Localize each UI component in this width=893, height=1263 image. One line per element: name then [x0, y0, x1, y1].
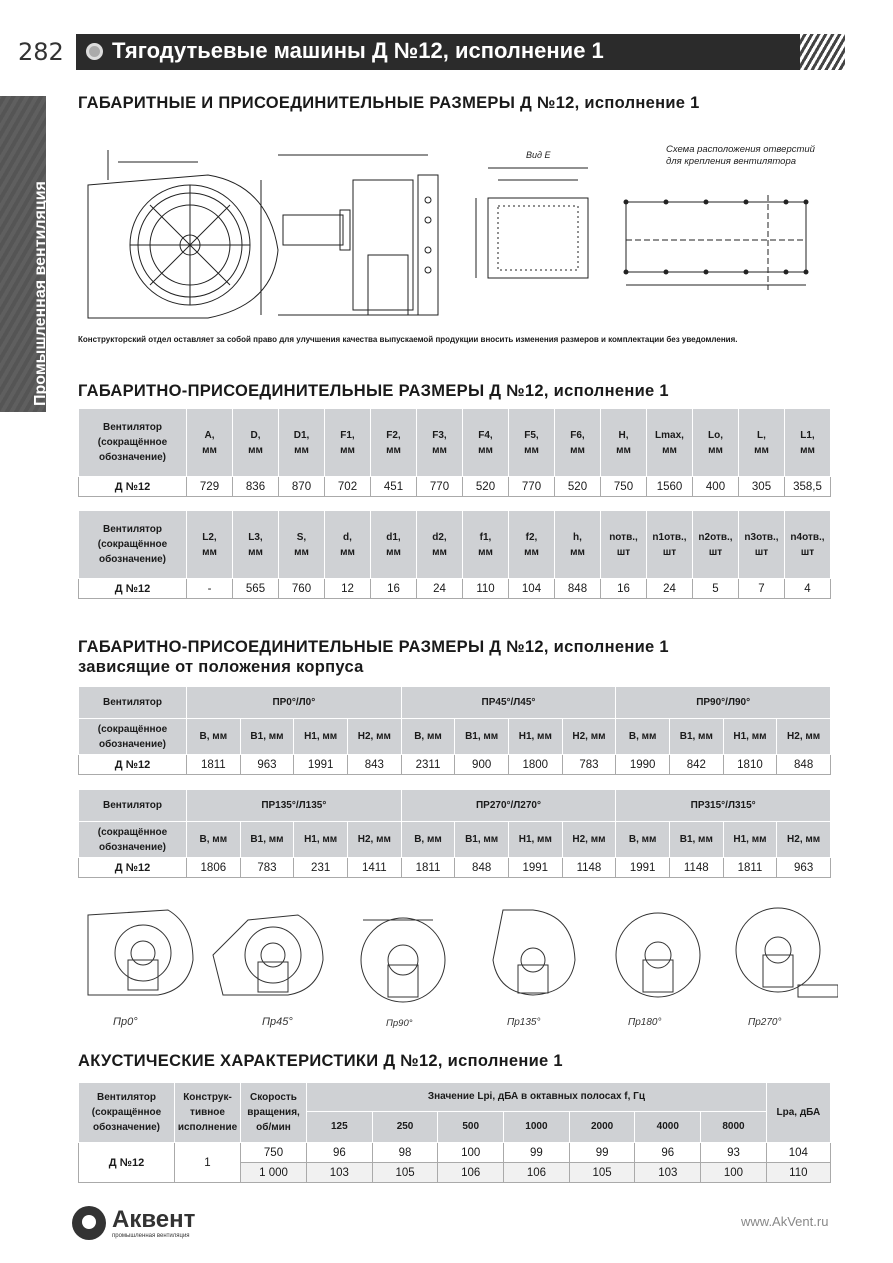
col-header-name: F5, [524, 429, 539, 441]
page-number: 282 [18, 38, 64, 66]
table-cell: 93 [701, 1143, 767, 1163]
col-header-unit: шт [616, 546, 631, 558]
table-cell: 760 [279, 579, 325, 599]
col-header [463, 511, 509, 579]
freq-header: 125 [307, 1111, 373, 1142]
col-header-name: F6, [570, 429, 585, 441]
col-header-name: h, [573, 531, 582, 543]
col-header-name: nотв., [609, 531, 638, 543]
section3-subtitle: зависящие от положения корпуса [78, 658, 364, 676]
col-header-unit: мм [248, 444, 263, 456]
col-header-unit: мм [524, 546, 539, 558]
col-header [693, 511, 739, 579]
sub-header: Н2, мм [562, 822, 616, 858]
speed-cell: 1 000 [241, 1163, 307, 1183]
col-fan: Вентилятор (сокращённое обозначение) [79, 1083, 175, 1143]
col-header-unit: мм [386, 546, 401, 558]
company-logo [72, 1206, 202, 1242]
sub-header: В1, мм [455, 719, 509, 755]
fan-label-header: Вентилятор (сокращённое обозначение) [79, 409, 187, 477]
table-cell: 98 [372, 1143, 438, 1163]
col-header-name: L3, [248, 531, 263, 543]
col-header-name: d, [343, 531, 352, 543]
table-cell: 12 [325, 579, 371, 599]
col-header-name: F3, [432, 429, 447, 441]
sub-header: В1, мм [240, 822, 294, 858]
col-header [417, 409, 463, 477]
col-header [325, 409, 371, 477]
side-tab-label: Промышленная вентиляция [32, 181, 49, 406]
table-cell: 750 [601, 477, 647, 497]
position-group-header: ПР315°/Л315° [616, 790, 831, 822]
table-cell: 231 [294, 858, 348, 878]
col-header-name: H, [618, 429, 629, 441]
acoustic-table [78, 1082, 831, 1183]
dimension-drawings [78, 140, 848, 325]
sub-header: Н1, мм [294, 822, 348, 858]
freq-header: 4000 [635, 1111, 701, 1142]
position-group-header: ПР270°/Л270° [401, 790, 616, 822]
logo-text: Аквент [112, 1206, 196, 1233]
table-cell: 99 [569, 1143, 635, 1163]
col-header [601, 409, 647, 477]
col-header-name: n3отв., [744, 531, 779, 543]
table-cell: 358,5 [785, 477, 831, 497]
scheme-caption-2: для крепления вентилятора [666, 156, 797, 167]
table-cell: 783 [562, 755, 616, 775]
fan-label-header-1: Вентилятор [79, 790, 187, 822]
col-header-name: F2, [386, 429, 401, 441]
position-group-header: ПР90°/Л90° [616, 687, 831, 719]
freq-header: 2000 [569, 1111, 635, 1142]
col-header-name: F1, [340, 429, 355, 441]
col-header [371, 511, 417, 579]
section2-title: ГАБАРИТНО-ПРИСОЕДИНИТЕЛЬНЫЕ РАЗМЕРЫ Д №12, исполнение 1 [78, 382, 669, 400]
table-cell: 103 [635, 1163, 701, 1183]
col-header-name: D, [250, 429, 261, 441]
sub-header: Н1, мм [294, 719, 348, 755]
col-header-name: n2отв., [698, 531, 733, 543]
table-cell: 1990 [616, 755, 670, 775]
col-header [509, 409, 555, 477]
col-header-unit: мм [478, 444, 493, 456]
sub-header: Н2, мм [562, 719, 616, 755]
col-header-unit: мм [570, 444, 585, 456]
position-caption-270: Пр270° [748, 1017, 782, 1028]
table-cell: 24 [417, 579, 463, 599]
col-header-unit: мм [754, 444, 769, 456]
row-label: Д №12 [79, 579, 187, 599]
lpa-cell: 104 [766, 1143, 830, 1163]
table-cell: 1811 [401, 858, 455, 878]
col-header-unit: мм [340, 444, 355, 456]
side-tab [0, 96, 49, 412]
col-header-name: A, [204, 429, 215, 441]
table-cell: 106 [438, 1163, 504, 1183]
table-cell: 2311 [401, 755, 455, 775]
col-design: Конструк-тивное исполнение [175, 1083, 241, 1143]
section3-title: ГАБАРИТНО-ПРИСОЕДИНИТЕЛЬНЫЕ РАЗМЕРЫ Д №12, исполнение 1 [78, 638, 669, 656]
col-header-name: n1отв., [652, 531, 687, 543]
view-label: Вид Е [526, 150, 551, 160]
col-lpa: Lpa, дБА [766, 1083, 830, 1143]
position-caption-180: Пр180° [628, 1017, 662, 1028]
col-header-name: f2, [525, 531, 538, 543]
table-cell: 1560 [647, 477, 693, 497]
dims-table-2 [78, 510, 831, 599]
table-cell: 1991 [294, 755, 348, 775]
sub-header: В, мм [187, 719, 241, 755]
col-header-name: D1, [293, 429, 310, 441]
table-cell: 96 [307, 1143, 373, 1163]
sub-header: В, мм [401, 719, 455, 755]
position-caption-0: Пр0° [113, 1016, 138, 1028]
col-header-unit: мм [524, 444, 539, 456]
website-url: www.AkVent.ru [741, 1214, 829, 1229]
table-cell: 1810 [723, 755, 777, 775]
col-header [739, 409, 785, 477]
freq-header: 500 [438, 1111, 504, 1142]
design-cell: 1 [175, 1143, 241, 1183]
col-header-name: d2, [432, 531, 447, 543]
table-cell: 520 [555, 477, 601, 497]
col-header-name: d1, [386, 531, 401, 543]
col-header-unit: мм [294, 546, 309, 558]
row-label: Д №12 [79, 477, 187, 497]
table-cell: 24 [647, 579, 693, 599]
col-header-unit: шт [800, 546, 815, 558]
col-band: Значение Lpi, дБА в октавных полосах f, Гц [307, 1083, 767, 1112]
col-header [233, 409, 279, 477]
col-header [693, 409, 739, 477]
sub-header: Н1, мм [723, 719, 777, 755]
col-header [187, 511, 233, 579]
col-header-unit: мм [662, 444, 677, 456]
table-cell: - [187, 579, 233, 599]
sub-header: В1, мм [455, 822, 509, 858]
col-header [785, 409, 831, 477]
col-header-unit: мм [432, 444, 447, 456]
col-header [417, 511, 463, 579]
position-table-2-groups [79, 790, 831, 822]
col-header-unit: шт [754, 546, 769, 558]
table-cell: 16 [371, 579, 417, 599]
speed-cell: 750 [241, 1143, 307, 1163]
section1-title: ГАБАРИТНЫЕ И ПРИСОЕДИНИТЕЛЬНЫЕ РАЗМЕРЫ Д №12, исполнение 1 [78, 94, 700, 112]
col-header-unit: мм [570, 546, 585, 558]
position-caption-90: Пр90° [386, 1018, 413, 1029]
table-row [79, 579, 831, 599]
position-drawings [78, 905, 838, 1030]
position-table-1-subheaders [79, 719, 831, 755]
sub-header: Н2, мм [777, 719, 831, 755]
page-title: Тягодутьевые машины Д №12, исполнение 1 [112, 38, 604, 63]
fan-label-header-2: (сокращённое обозначение) [79, 822, 187, 858]
table-row [79, 858, 831, 878]
table-cell: 870 [279, 477, 325, 497]
col-header-unit: мм [432, 546, 447, 558]
table-cell: 5 [693, 579, 739, 599]
position-group-header: ПР0°/Л0° [187, 687, 402, 719]
table-cell: 110 [463, 579, 509, 599]
row-label: Д №12 [79, 858, 187, 878]
col-header-name: S, [296, 531, 307, 543]
col-speed: Скорость вращения, об/мин [241, 1083, 307, 1143]
scheme-caption-1: Схема расположения отверстий [666, 144, 815, 155]
col-header [279, 409, 325, 477]
table-cell: 843 [347, 755, 401, 775]
sub-header: Н1, мм [508, 822, 562, 858]
table-cell: 4 [785, 579, 831, 599]
position-caption-135: Пр135° [507, 1017, 541, 1028]
position-table-1 [78, 686, 831, 775]
table-cell: 770 [417, 477, 463, 497]
col-header-unit: шт [708, 546, 723, 558]
table-cell: 848 [777, 755, 831, 775]
table-cell: 520 [463, 477, 509, 497]
col-header [463, 409, 509, 477]
col-header-name: L, [757, 429, 766, 441]
col-header-name: L1, [800, 429, 815, 441]
table-cell: 1411 [347, 858, 401, 878]
sub-header: В1, мм [240, 719, 294, 755]
sub-header: Н1, мм [723, 822, 777, 858]
sub-header: В, мм [616, 822, 670, 858]
col-header-unit: мм [340, 546, 355, 558]
page-header [0, 34, 893, 70]
table-cell: 105 [372, 1163, 438, 1183]
gear-icon [86, 43, 103, 60]
position-caption-45: Пр45° [262, 1016, 293, 1028]
table-cell: 836 [233, 477, 279, 497]
position-group-header: ПР135°/Л135° [187, 790, 402, 822]
table-cell: 100 [701, 1163, 767, 1183]
position-table-1-groups [79, 687, 831, 719]
col-header [509, 511, 555, 579]
sub-header: В, мм [187, 822, 241, 858]
col-header-unit: мм [202, 444, 217, 456]
table-cell: 104 [509, 579, 555, 599]
col-header [647, 409, 693, 477]
col-header [233, 511, 279, 579]
table-cell: 451 [371, 477, 417, 497]
header-stripes [800, 34, 845, 70]
col-header-name: n4отв., [790, 531, 825, 543]
sub-header: В, мм [616, 719, 670, 755]
dims-table-1-header [79, 409, 831, 477]
table-row [79, 477, 831, 497]
freq-header: 250 [372, 1111, 438, 1142]
disclaimer-note: Конструкторский отдел оставляет за собой право для улучшения качества выпускаемой продукции вносить изменения размеров и комплектации без уведомления. [78, 335, 738, 344]
table-cell: 1811 [187, 755, 241, 775]
sub-header: В, мм [401, 822, 455, 858]
table-cell: 848 [555, 579, 601, 599]
sub-header: Н2, мм [347, 822, 401, 858]
position-table-2-subheaders [79, 822, 831, 858]
col-header [601, 511, 647, 579]
sub-header: Н2, мм [777, 822, 831, 858]
table-cell: 96 [635, 1143, 701, 1163]
col-header-unit: мм [294, 444, 309, 456]
col-header-unit: мм [202, 546, 217, 558]
table-cell: 900 [455, 755, 509, 775]
sub-header: Н1, мм [508, 719, 562, 755]
row-label: Д №12 [79, 755, 187, 775]
col-header-unit: шт [662, 546, 677, 558]
table-cell: 99 [504, 1143, 570, 1163]
fan-label-header-1: Вентилятор [79, 687, 187, 719]
table-cell: 783 [240, 858, 294, 878]
col-header-name: L2, [202, 531, 217, 543]
row-label: Д №12 [79, 1143, 175, 1183]
table-cell: 1991 [508, 858, 562, 878]
col-header-name: F4, [478, 429, 493, 441]
table-cell: 842 [669, 755, 723, 775]
logo-subtitle: промышленная вентиляция [112, 1233, 190, 1239]
table-cell: 305 [739, 477, 785, 497]
sub-header: В1, мм [669, 822, 723, 858]
table-cell: 1148 [669, 858, 723, 878]
logo-mark-icon [72, 1206, 106, 1240]
position-group-header: ПР45°/Л45° [401, 687, 616, 719]
table-cell: 963 [777, 858, 831, 878]
col-header [325, 511, 371, 579]
col-header-name: f1, [479, 531, 492, 543]
lpa-cell: 110 [766, 1163, 830, 1183]
col-header-name: Lo, [708, 429, 723, 441]
sub-header: Н2, мм [347, 719, 401, 755]
table-cell: 400 [693, 477, 739, 497]
table-cell: 848 [455, 858, 509, 878]
freq-header: 1000 [504, 1111, 570, 1142]
col-header [279, 511, 325, 579]
table-cell: 702 [325, 477, 371, 497]
col-header-unit: мм [478, 546, 493, 558]
col-header-unit: мм [386, 444, 401, 456]
col-header-unit: мм [248, 546, 263, 558]
col-header [555, 409, 601, 477]
col-header-name: Lmax, [655, 429, 684, 441]
dims-table-2-header [79, 511, 831, 579]
table-cell: 1148 [562, 858, 616, 878]
table-cell: 100 [438, 1143, 504, 1163]
table-cell: 1806 [187, 858, 241, 878]
fan-label-header: Вентилятор (сокращённое обозначение) [79, 511, 187, 579]
col-header [785, 511, 831, 579]
position-table-2 [78, 789, 831, 878]
sub-header: В1, мм [669, 719, 723, 755]
col-header [371, 409, 417, 477]
col-header [187, 409, 233, 477]
table-cell: 729 [187, 477, 233, 497]
table-row [79, 1143, 831, 1163]
col-header [647, 511, 693, 579]
table-cell: 565 [233, 579, 279, 599]
col-header [555, 511, 601, 579]
table-row [79, 755, 831, 775]
table-cell: 105 [569, 1163, 635, 1183]
table-cell: 106 [504, 1163, 570, 1183]
table-cell: 103 [307, 1163, 373, 1183]
col-header [739, 511, 785, 579]
col-header-unit: мм [708, 444, 723, 456]
table-cell: 16 [601, 579, 647, 599]
table-cell: 1800 [508, 755, 562, 775]
table-cell: 1811 [723, 858, 777, 878]
dims-table-1 [78, 408, 831, 497]
freq-header: 8000 [701, 1111, 767, 1142]
table-cell: 770 [509, 477, 555, 497]
fan-label-header-2: (сокращённое обозначение) [79, 719, 187, 755]
table-cell: 963 [240, 755, 294, 775]
col-header-unit: мм [616, 444, 631, 456]
table-cell: 7 [739, 579, 785, 599]
section4-title: АКУСТИЧЕСКИЕ ХАРАКТЕРИСТИКИ Д №12, исполнение 1 [78, 1052, 563, 1070]
col-header-unit: мм [800, 444, 815, 456]
table-cell: 1991 [616, 858, 670, 878]
